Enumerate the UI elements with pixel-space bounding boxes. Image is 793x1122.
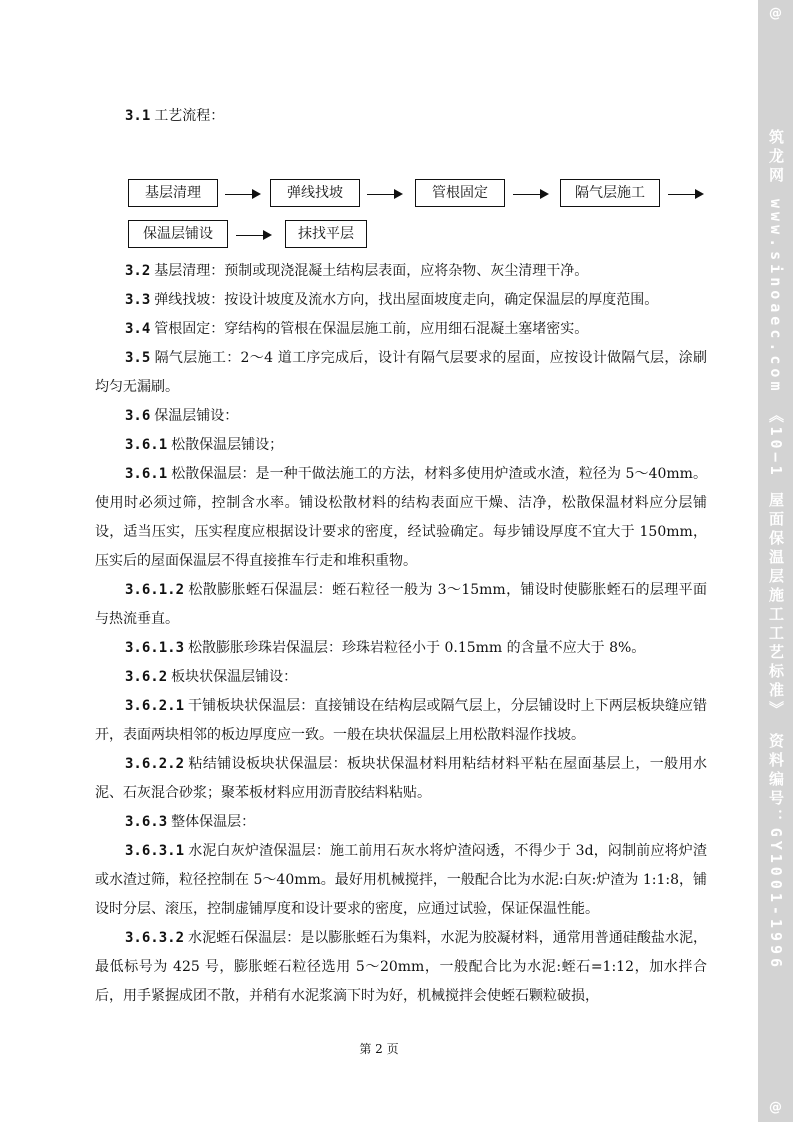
paragraph: [95, 634, 707, 663]
paragraph: [95, 315, 707, 344]
paragraph: [95, 924, 707, 1011]
clause-number: 3.6.2.2: [125, 756, 185, 772]
clause-number: 3.6.3.1: [125, 843, 185, 859]
paragraph: [95, 808, 707, 837]
flow-step-box: 管根固定: [415, 179, 505, 207]
clause-text: 基层清理：预制或现浇混凝土结构层表面，应将杂物、灰尘清理干净。: [154, 263, 589, 279]
flow-arrow-icon: [513, 194, 547, 195]
clause-text: 板块状保温层铺设：: [171, 669, 298, 685]
clause-number: 3.6.3.2: [125, 930, 185, 946]
clause-text: 粘结铺设板块状保温层：板块状保温材料用粘结材料平粘在屋面基层上，一般用水泥、石灰混合砂浆；聚苯板材料应用沥青胶结料粘贴。: [95, 756, 707, 801]
clause-text: 弹线找坡：按设计坡度及流水方向，找出屋面坡度走向，确定保温层的厚度范围。: [154, 292, 659, 308]
flow-step-box: 基层清理: [128, 179, 218, 207]
clause-number: 3.6: [125, 408, 151, 424]
clause-number: 3.6.1: [125, 437, 168, 453]
clause-text: 松散膨胀蛭石保温层：蛭石粒径一般为 3～15mm，铺设时使膨胀蛭石的层理平面与热流垂直。: [95, 582, 707, 627]
clause-number: 3.6.2.1: [125, 698, 185, 714]
sidebar-at-bottom: @: [769, 1100, 782, 1115]
flow-arrow-icon: [367, 194, 401, 195]
clause-number: 3.6.1: [125, 466, 168, 482]
flow-step-box: 隔气层施工: [560, 179, 660, 207]
clause-number: 3.5: [125, 350, 151, 366]
flow-step-box: 保温层铺设: [128, 220, 228, 248]
flow-arrow-icon: [668, 194, 702, 195]
clause-number: 3.6.1.3: [125, 640, 185, 656]
flow-step-box: 弹线找坡: [270, 179, 360, 207]
paragraph: [95, 692, 707, 750]
paragraph: [95, 402, 707, 431]
paragraph: [95, 663, 707, 692]
sidebar-at-top: @: [769, 6, 782, 21]
section-number: 3.1: [125, 108, 151, 124]
document-body: [95, 102, 707, 1011]
clause-text: 隔气层施工：2～4 道工序完成后，设计有隔气层要求的屋面，应按设计做隔气层，涂刷均匀无漏刷。: [95, 350, 707, 395]
sidebar-text: 筑龙网 www.sinoaec.com 《10—1 屋面保温层施工工艺标准》 资料编号：GY1001-1996: [767, 128, 785, 972]
paragraph: [95, 344, 707, 402]
clause-number: 3.3: [125, 292, 151, 308]
paragraph: [95, 576, 707, 634]
paragraph: [95, 750, 707, 808]
clause-text: 管根固定：穿结构的管根在保温层施工前，应用细石混凝土塞堵密实。: [154, 321, 589, 337]
process-flowchart: [95, 143, 707, 242]
flow-step-box: 抹找平层: [285, 220, 367, 248]
clause-text: 保温层铺设：: [154, 408, 239, 424]
section-heading: [125, 102, 707, 131]
flow-arrow-icon: [225, 194, 259, 195]
page-number: 第 2 页: [359, 1042, 399, 1056]
clause-text: 干铺板块状保温层：直接铺设在结构层或隔气层上，分层铺设时上下两层板块缝应错开，表面两块相邻的板边厚度应一致。一般在块状保温层上用松散料湿作找坡。: [95, 698, 707, 743]
paragraph: [95, 431, 707, 460]
clause-text: 松散膨胀珍珠岩保温层：珍珠岩粒径小于 0.15mm 的含量不应大于 8%。: [188, 640, 646, 656]
clause-text: 松散保温层：是一种干做法施工的方法，材料多使用炉渣或水渣，粒径为 5～40mm。使用时必须过筛，控制含水率。铺设松散材料的结构表面应干燥、洁净，松散保温材料应分层铺设，适当压实，压实程度应根据设计要求的密度，经试验确定。每步铺设厚度不宜大于 150mm，压实后的屋面保温层不得直接推车行走和堆积重物。: [95, 466, 707, 569]
paragraph: [95, 286, 707, 315]
clause-text: 松散保温层铺设；: [171, 437, 284, 453]
clause-number: 3.2: [125, 263, 151, 279]
clause-text: 水泥蛭石保温层：是以膨胀蛭石为集料，水泥为胶凝材料，通常用普通硅酸盐水泥，最低标号为 425 号，膨胀蛭石粒径选用 5～20mm，一般配合比为水泥:蛭石=1:12，加水拌合后，用手紧握成团不散，并稍有水泥浆滴下时为好，机械搅拌会使蛭石颗粒破损，: [95, 930, 707, 1004]
paragraph: [95, 837, 707, 924]
clause-number: 3.6.3: [125, 814, 168, 830]
clause-number: 3.6.1.2: [125, 582, 185, 598]
paragraph: [95, 460, 707, 576]
clause-text: 水泥白灰炉渣保温层：施工前用石灰水将炉渣闷透，不得少于 3d，闷制前应将炉渣或水渣过筛，粒径控制在 5～40mm。最好用机械搅拌，一般配合比为水泥:白灰:炉渣为 1:1:8，铺设时分层、滚压，控制虚铺厚度和设计要求的密度，应通过试验，保证保温性能。: [95, 843, 707, 917]
paragraph: [95, 257, 707, 286]
clause-number: 3.4: [125, 321, 151, 337]
section-title: 工艺流程：: [154, 108, 225, 124]
clause-number: 3.6.2: [125, 669, 168, 685]
watermark-sidebar: [758, 0, 793, 1122]
flow-arrow-icon: [236, 235, 270, 236]
clause-text: 整体保温层：: [171, 814, 256, 830]
